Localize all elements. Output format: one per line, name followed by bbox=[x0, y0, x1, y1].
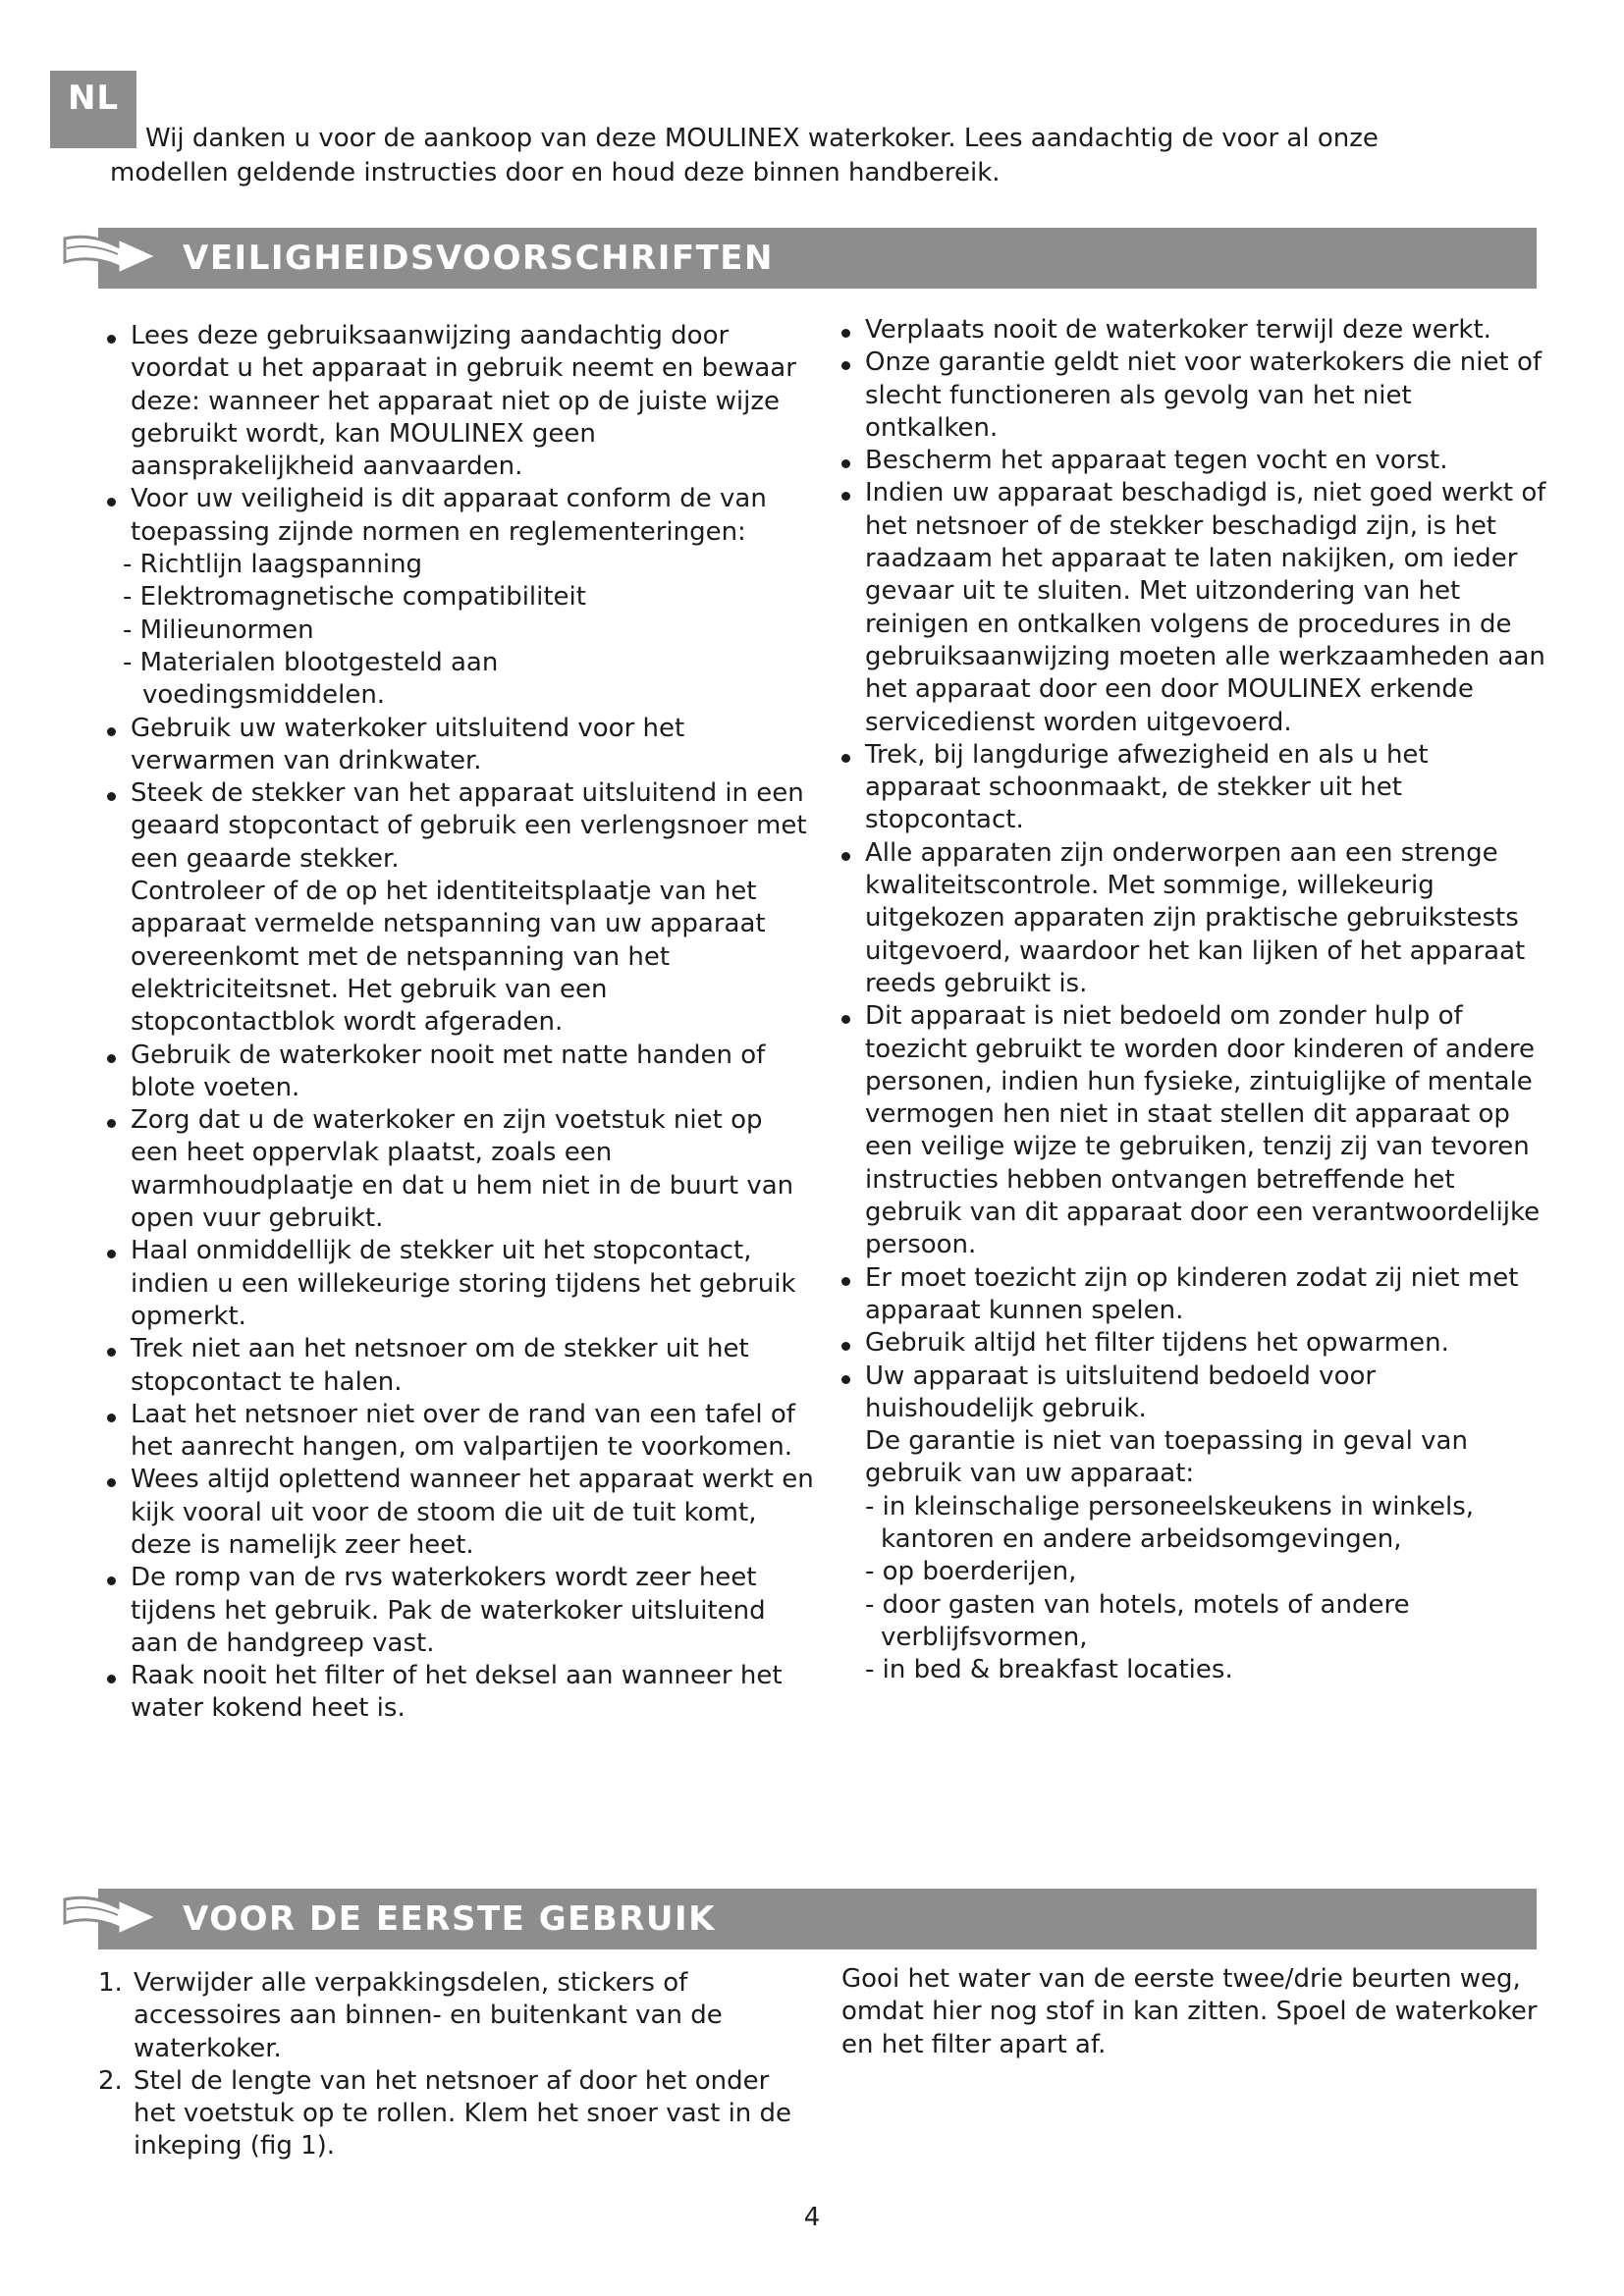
bullet-icon bbox=[107, 1250, 116, 1258]
list-item: Verplaats nooit de waterkoker terwijl deze werkt. bbox=[841, 314, 1548, 347]
bullet-icon bbox=[841, 1277, 850, 1286]
intro-text bbox=[110, 122, 1543, 190]
list-subitem: verblijfsvormen, bbox=[881, 1622, 1088, 1652]
bullet-icon bbox=[841, 329, 850, 338]
list-item: Trek niet aan het netsnoer om de stekker uit het stopcontact te halen. bbox=[107, 1333, 814, 1399]
list-item: Trek, bij langdurige afwezigheid en als u het apparaat schoonmaakt, de stekker uit het stopcontact. bbox=[841, 739, 1548, 837]
list-item: Dit apparaat is niet bedoeld om zonder hulp of toezicht gebruikt te worden door kinderen of andere personen, indien hun fysieke, zintuiglijke of mentale vermogen hen niet in staat stellen dit apparaat op een veilige wijze te gebruiken, tenzij zij van tevoren instructies hebben ontvangen betreffende het gebruik van dit apparaat door een verantwoordelijke persoon. bbox=[841, 1000, 1548, 1261]
first-use-note: Gooi het water van de eerste twee/drie beurten weg, omdat hier nog stof in kan zitten. Spoel de waterkoker en het filter apart af. bbox=[841, 1964, 1538, 2059]
list-item: Indien uw apparaat beschadigd is, niet goed werkt of het netsnoer of de stekker beschadigd zijn, is het raadzaam het apparaat te laten nakijken, om ieder gevaar uit te sluiten. Met uitzondering van het reinigen en ontkalken volgens de procedures in de gebruiksaanwijzing moeten alle werkzaamheden aan het apparaat door een door MOULINEX erkende servicedienst worden uitgevoerd. bbox=[841, 477, 1548, 738]
list-item: Lees deze gebruiksaanwijzing aandachtig door voordat u het apparaat in gebruik neemt en bewaar deze: wanneer het apparaat niet op de juiste wijze gebruikt wordt, kan MOULINEX geen aansprakelijkheid aanvaarden. bbox=[107, 320, 814, 483]
list-item: Voor uw veiligheid is dit apparaat conform de van toepassing zijnde normen en reglementeringen: bbox=[107, 483, 814, 549]
list-item: Gebruik altijd het filter tijdens het opwarmen. bbox=[841, 1327, 1548, 1360]
list-subitem: - op boerderijen, bbox=[865, 1557, 1077, 1587]
list-item: Gebruik de waterkoker nooit met natte handen of blote voeten. bbox=[107, 1040, 814, 1105]
intro-line-1: Wij danken u voor de aankoop van deze MOULINEX waterkoker. Lees aandachtig de voor al onze bbox=[145, 124, 1379, 153]
bullet-icon bbox=[107, 1054, 116, 1063]
bullet-icon bbox=[107, 1478, 116, 1487]
safety-section-title: VEILIGHEIDSVOORSCHRIFTEN bbox=[183, 239, 774, 278]
list-item: Bescherm het apparaat tegen vocht en vorst. bbox=[841, 445, 1548, 477]
bullet-icon bbox=[107, 792, 116, 801]
bullet-icon bbox=[107, 1348, 116, 1357]
bullet-icon bbox=[107, 1119, 116, 1128]
list-item: Er moet toezicht zijn op kinderen zodat zij niet met apparaat kunnen spelen. bbox=[841, 1262, 1548, 1328]
list-item: Haal onmiddellijk de stekker uit het stopcontact, indien u een willekeurige storing tijdens het gebruik opmerkt. bbox=[107, 1235, 814, 1333]
list-item: Uw apparaat is uitsluitend bedoeld voor huishoudelijk gebruik. bbox=[841, 1361, 1548, 1426]
intro-line-2: modellen geldende instructies door en houd deze binnen handbereik. bbox=[110, 158, 1001, 187]
bullet-icon bbox=[107, 1576, 116, 1585]
list-item: 1. Verwijder alle verpakkingsdelen, stickers of accessoires aan binnen- en buitenkant van de waterkoker. bbox=[98, 1968, 723, 2063]
section-arrow-icon bbox=[61, 225, 169, 288]
bullet-icon bbox=[107, 335, 116, 344]
bullet-icon bbox=[841, 852, 850, 861]
list-item: Onze garantie geldt niet voor waterkokers die niet of slecht functioneren als gevolg van het niet ontkalken. bbox=[841, 347, 1548, 445]
list-subitem: - Richtlijn laagspanning bbox=[123, 550, 423, 580]
bullet-icon bbox=[107, 1675, 116, 1683]
list-subitem: kantoren en andere arbeidsomgevingen, bbox=[881, 1523, 1402, 1554]
list-subitem: voedingsmiddelen. bbox=[142, 680, 386, 711]
list-item: Zorg dat u de waterkoker en zijn voetstuk niet op een heet oppervlak plaatst, zoals een warmhoudplaatje en dat u hem niet in de buurt van open vuur gebruikt. bbox=[107, 1104, 814, 1235]
list-subitem: - door gasten van hotels, motels of andere bbox=[865, 1589, 1410, 1620]
list-item: 2. Stel de lengte van het netsnoer af door het onder het voetstuk op te rollen. Klem het snoer vast in de inkeping (fig 1). bbox=[98, 2065, 792, 2162]
list-item: Raak nooit het filter of het deksel aan wanneer het water kokend heet is. bbox=[107, 1660, 814, 1726]
list-item-continuation: De garantie is niet van toepassing in geval van gebruik van uw apparaat: bbox=[865, 1426, 1468, 1489]
bullet-icon bbox=[107, 727, 116, 736]
list-subitem: - Materialen blootgesteld aan bbox=[123, 647, 499, 677]
safety-left-column bbox=[107, 320, 814, 1726]
list-item-continuation: Controleer of de op het identiteitsplaatje van het apparaat vermelde netspanning van uw apparaat overeenkomt met de netspanning van het elektriciteitsnet. Het gebruik van een stopcontactblok wordt afgeraden. bbox=[131, 877, 766, 1038]
list-item: Gebruik uw waterkoker uitsluitend voor het verwarmen van drinkwater. bbox=[107, 713, 814, 778]
list-item: Laat het netsnoer niet over de rand van een tafel of het aanrecht hangen, om valpartijen te voorkomen. bbox=[107, 1399, 814, 1465]
first-use-section-title: VOOR DE EERSTE GEBRUIK bbox=[183, 1899, 717, 1939]
first-use-steps bbox=[98, 1967, 805, 2163]
list-subitem: - in bed & breakfast locaties. bbox=[865, 1655, 1233, 1685]
bullet-icon bbox=[107, 1414, 116, 1422]
bullet-icon bbox=[841, 361, 850, 370]
safety-right-column bbox=[841, 314, 1548, 1686]
bullet-icon bbox=[841, 754, 850, 763]
bullet-icon bbox=[841, 1015, 850, 1024]
bullet-icon bbox=[107, 498, 116, 507]
page-number: 4 bbox=[803, 2203, 821, 2232]
list-item: Alle apparaten zijn onderworpen aan een strenge kwaliteitscontrole. Met sommige, willekeurig uitgekozen apparaten zijn praktische gebruikstests uitgevoerd, waardoor het kan lijken of het apparaat reeds gebruikt is. bbox=[841, 837, 1548, 1000]
bullet-icon bbox=[841, 1342, 850, 1351]
list-subitem: - in kleinschalige personeelskeukens in winkels, bbox=[865, 1491, 1475, 1522]
language-badge: NL bbox=[50, 71, 136, 148]
bullet-icon bbox=[841, 1375, 850, 1384]
list-item: Steek de stekker van het apparaat uitsluitend in een geaard stopcontact of gebruik een verlengsnoer met een geaarde stekker. bbox=[107, 777, 814, 876]
list-item: Wees altijd oplettend wanneer het apparaat werkt en kijk vooral uit voor de stoom die uit de tuit komt, deze is namelijk zeer heet. bbox=[107, 1464, 814, 1562]
list-item: De romp van de rvs waterkokers wordt zeer heet tijdens het gebruik. Pak de waterkoker uitsluitend aan de handgreep vast. bbox=[107, 1562, 814, 1660]
list-subitem: - Milieunormen bbox=[123, 614, 314, 645]
list-subitem: - Elektromagnetische compatibiliteit bbox=[123, 582, 586, 613]
section-arrow-icon bbox=[61, 1886, 169, 1949]
bullet-icon bbox=[841, 492, 850, 501]
bullet-icon bbox=[841, 459, 850, 468]
